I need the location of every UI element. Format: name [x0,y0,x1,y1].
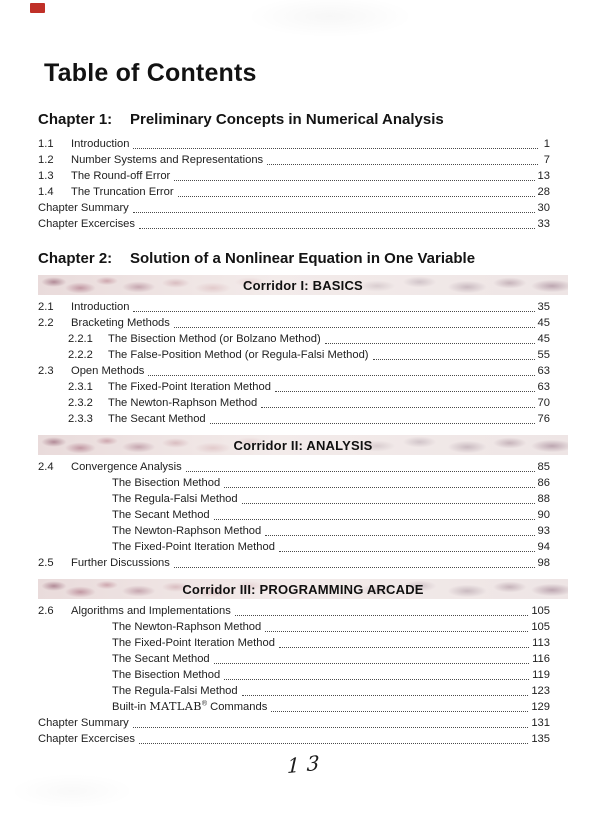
entry-number: 2.3.3 [68,413,93,425]
dot-leader [373,359,535,360]
toc-content [38,60,568,747]
dot-leader [186,471,535,472]
dot-leader [325,343,535,344]
chapter-section [38,250,568,747]
dot-leader [275,391,535,392]
toc-entry [38,523,568,539]
entry-number: 2.5 [38,557,54,569]
entry-page: 93 [537,525,550,537]
entry-page: 123 [531,685,550,697]
toc-entry [38,715,568,731]
entry-page: 33 [537,218,550,230]
entry-title: The Truncation Error [71,186,174,198]
entry-page: 119 [532,669,550,681]
toc-entry [38,651,568,667]
corridor-banner-title: Corridor II: ANALYSIS [233,437,373,453]
entry-page: 105 [531,605,550,617]
chapters [38,111,568,747]
entry-page: 70 [537,397,550,409]
entry-number: 2.2 [38,317,54,329]
toc-entry [38,395,568,411]
entry-page: 113 [532,637,550,649]
dot-leader [265,631,528,632]
entry-title: Convergence Analysis [71,461,182,473]
toc-entry [38,363,568,379]
toc-entry [38,667,568,683]
entry-number: 1.4 [38,186,54,198]
entry-title: The Secant Method [108,413,206,425]
toc-entry [38,168,568,184]
entry-page: 98 [537,557,550,569]
entry-number: 2.2.1 [68,333,93,345]
entry-page: 45 [537,317,550,329]
entry-number: 2.4 [38,461,54,473]
toc-entry [38,507,568,523]
toc-entry [38,331,568,347]
entry-title: Built-in MATLAB® Commands [112,700,268,713]
dot-leader [139,743,528,744]
chapter-heading [38,250,568,267]
entry-page: 131 [531,717,550,729]
dot-leader [174,567,535,568]
entry-page: 28 [537,186,550,198]
toc-entry [38,603,568,619]
entry-number: 2.3.2 [68,397,93,409]
entry-title: The Bisection Method [112,669,221,681]
entry-title: Chapter Excercises [38,733,135,745]
dot-leader [214,519,535,520]
toc-list [38,275,568,747]
corridor-banner-title: Corridor III: PROGRAMMING ARCADE [182,581,424,597]
entry-number: 1.1 [38,138,54,150]
entry-title: Further Discussions [71,557,170,569]
entry-title: The Newton-Raphson Method [108,397,258,409]
chapter-heading [38,111,568,128]
dot-leader [133,311,534,312]
chapter-title: Solution of a Nonlinear Equation in One Variable [130,250,476,267]
dot-leader [133,148,538,149]
dot-leader [224,679,529,680]
entry-title: The Round-off Error [71,170,171,182]
toc-entry [38,216,568,232]
entry-title: Algorithms and Implementations [71,605,231,617]
entry-title: The Secant Method [112,653,210,665]
entry-page: 7 [543,154,550,166]
dot-leader [210,423,535,424]
entry-title: Introduction [71,138,130,150]
dot-leader [139,228,535,229]
handwritten-page-number: 13 [286,749,327,779]
dot-leader [148,375,534,376]
chapter-label: Chapter 2: [38,250,113,267]
dot-leader [265,535,534,536]
entry-title: The Bisection Method [112,477,221,489]
entry-title: The Fixed-Point Iteration Method [108,381,271,393]
dot-leader [174,327,535,328]
entry-number: 2.1 [38,301,54,313]
entry-page: 85 [537,461,550,473]
toc-entry [38,200,568,216]
entry-page: 76 [537,413,550,425]
entry-title: The Regula-Falsi Method [112,493,238,505]
entry-title: Chapter Summary [38,717,129,729]
entry-page: 129 [531,701,550,713]
entry-number: 2.3.1 [68,381,93,393]
entry-title: Bracketing Methods [71,317,170,329]
toc-entry [38,152,568,168]
entry-title: The Newton-Raphson Method [112,525,262,537]
entry-page: 30 [537,202,550,214]
toc-entry [38,699,568,715]
entry-page: 63 [537,365,550,377]
toc-entry [38,459,568,475]
entry-title: Number Systems and Representations [71,154,264,166]
dot-leader [174,180,534,181]
entry-title: The False-Position Method (or Regula-Falsi Method) [108,349,369,361]
dot-leader [235,615,529,616]
dot-leader [224,487,534,488]
entry-title: The Fixed-Point Iteration Method [112,541,275,553]
entry-number: 1.2 [38,154,54,166]
entry-page: 1 [543,138,550,150]
corridor-banner [38,579,568,599]
entry-page: 35 [537,301,550,313]
toc-list [38,136,568,232]
entry-title: Introduction [71,301,130,313]
entry-title: The Regula-Falsi Method [112,685,238,697]
dot-leader [242,695,529,696]
toc-entry [38,347,568,363]
entry-title: Open Methods [71,365,145,377]
dot-leader [267,164,538,165]
red-mark [30,3,45,13]
entry-number: 2.6 [38,605,54,617]
dot-leader [242,503,535,504]
entry-title: The Bisection Method (or Bolzano Method) [108,333,321,345]
dot-leader [178,196,535,197]
toc-entry [38,299,568,315]
entry-page: 105 [531,621,550,633]
chapter-title: Preliminary Concepts in Numerical Analysis [130,111,444,128]
toc-entry [38,683,568,699]
entry-number: 2.3 [38,365,54,377]
chapter-label: Chapter 1: [38,111,113,128]
corridor-banner [38,435,568,455]
toc-entry [38,475,568,491]
entry-page: 94 [537,541,550,553]
entry-title: The Newton-Raphson Method [112,621,262,633]
dot-leader [133,727,529,728]
corridor-banner-title: Corridor I: BASICS [243,277,363,293]
toc-entry [38,731,568,747]
dot-leader [279,551,535,552]
toc-entry [38,635,568,651]
dot-leader [214,663,530,664]
entry-page: 45 [537,333,550,345]
entry-page: 63 [537,381,550,393]
toc-entry [38,539,568,555]
dot-leader [279,647,529,648]
toc-entry [38,379,568,395]
toc-entry [38,184,568,200]
corridor-banner [38,275,568,295]
dot-leader [133,212,535,213]
entry-title: The Fixed-Point Iteration Method [112,637,275,649]
toc-entry [38,136,568,152]
entry-page: 90 [537,509,550,521]
entry-page: 116 [532,653,550,665]
toc-entry [38,491,568,507]
chapter-section [38,111,568,232]
entry-page: 88 [537,493,550,505]
entry-number: 1.3 [38,170,54,182]
entry-page: 86 [537,477,550,489]
entry-title: The Secant Method [112,509,210,521]
entry-page: 55 [537,349,550,361]
entry-page: 135 [531,733,550,745]
entry-page: 13 [537,170,550,182]
dot-leader [261,407,534,408]
toc-entry [38,315,568,331]
entry-title: Chapter Summary [38,202,129,214]
page-title: Table of Contents [44,59,257,87]
toc-entry [38,555,568,571]
dot-leader [271,711,528,712]
toc-entry [38,411,568,427]
entry-number: 2.2.2 [68,349,93,361]
toc-entry [38,619,568,635]
entry-title: Chapter Excercises [38,218,135,230]
